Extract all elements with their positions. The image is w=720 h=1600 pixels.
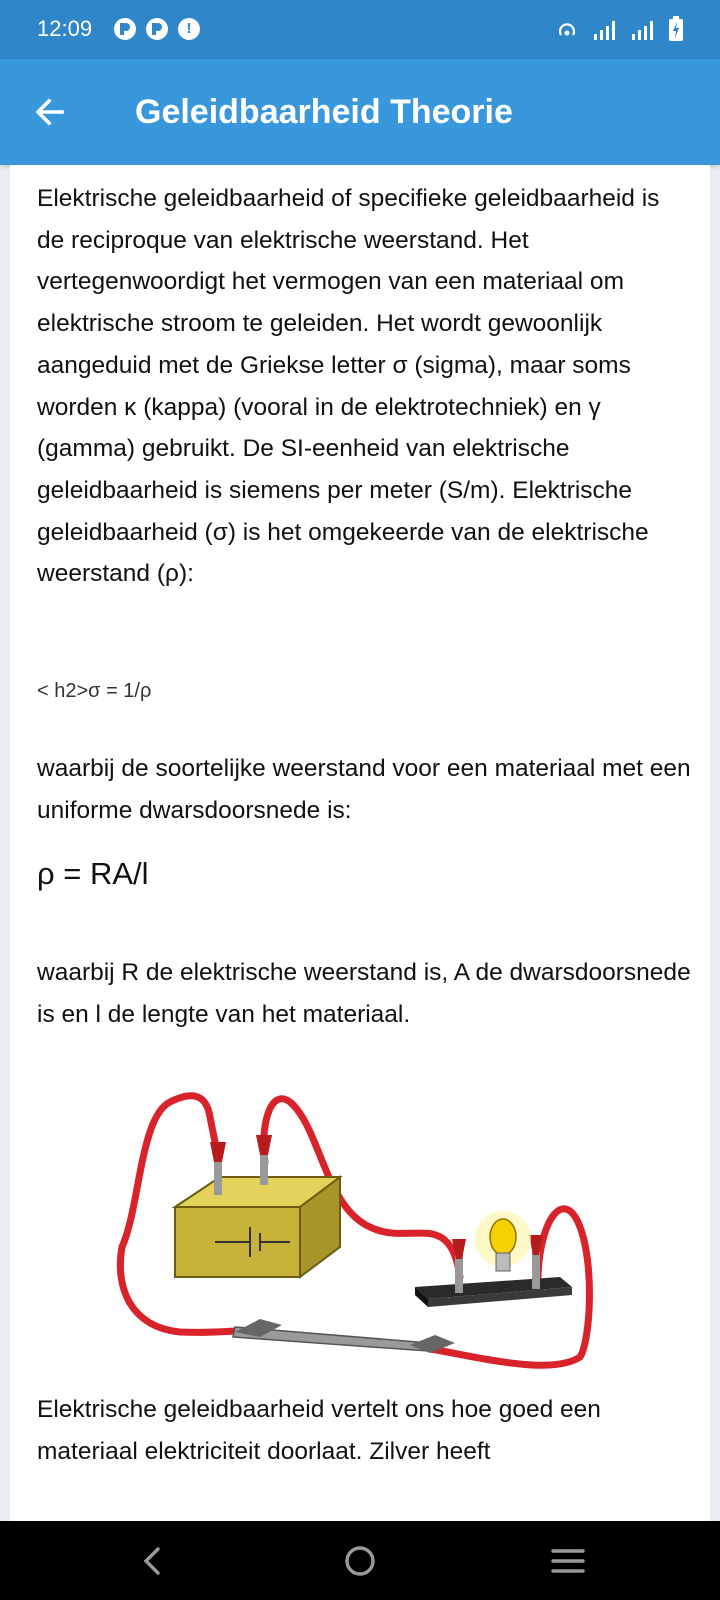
paragraph-silver: Elektrische geleidbaarheid vertelt ons hoe goed een materiaal elektriciteit doorlaat. Zilver heeft bbox=[37, 1396, 601, 1465]
status-time: 12:09 bbox=[37, 16, 93, 41]
nav-back-button[interactable] bbox=[133, 1541, 173, 1581]
arrow-back-icon bbox=[30, 92, 70, 132]
status-left-icons bbox=[114, 18, 200, 40]
nav-menu-button[interactable] bbox=[548, 1541, 588, 1581]
formula-resistivity: ρ = RA/l bbox=[37, 856, 149, 891]
hotspot-icon bbox=[556, 20, 578, 42]
status-right-icons bbox=[556, 16, 684, 42]
nav-back-icon bbox=[133, 1541, 173, 1581]
content-scroll-area[interactable] bbox=[10, 165, 710, 1521]
battery-charging-icon bbox=[668, 16, 684, 42]
nav-home-button[interactable] bbox=[340, 1541, 380, 1581]
status-bar bbox=[0, 0, 720, 59]
paragraph-variables: waarbij R de elektrische weerstand is, A de dwarsdoorsnede is en l de lengte van het materiaal. bbox=[37, 959, 691, 1028]
back-button[interactable] bbox=[30, 92, 70, 132]
app-bar bbox=[0, 59, 720, 165]
system-nav-bar bbox=[0, 1521, 720, 1600]
nav-home-icon bbox=[340, 1541, 380, 1581]
nav-menu-icon bbox=[548, 1541, 588, 1581]
notification-icon bbox=[146, 18, 168, 40]
alert-icon: ! bbox=[178, 18, 200, 40]
notification-icon bbox=[114, 18, 136, 40]
signal-icon bbox=[592, 20, 616, 42]
signal-icon bbox=[630, 20, 654, 42]
page-title: Geleidbaarheid Theorie bbox=[135, 93, 513, 131]
paragraph-resistivity: waarbij de soortelijke weerstand voor een materiaal met een uniforme dwarsdoorsnede is: bbox=[37, 755, 691, 824]
paragraph-definition: Elektrische geleidbaarheid of specifieke geleidbaarheid is de reciproque van elektrische weerstand. Het vertegenwoordigt het vermogen van een materiaal om elektrische stroom te geleiden. Het wordt gewoonlijk aangeduid met de Griekse letter σ (sigma), maar soms worden κ (kappa) (vooral in de elektrotechniek) en γ (gamma) gebruikt. De SI-eenheid van elektrische geleidbaarheid is siemens per meter (S/m). Elektrische geleidbaarheid (σ) is het omgekeerde van de elektrische weerstand (ρ): bbox=[37, 185, 660, 588]
formula-conductivity: < h2>σ = 1/ρ bbox=[37, 680, 152, 702]
circuit-illustration bbox=[110, 1087, 620, 1389]
